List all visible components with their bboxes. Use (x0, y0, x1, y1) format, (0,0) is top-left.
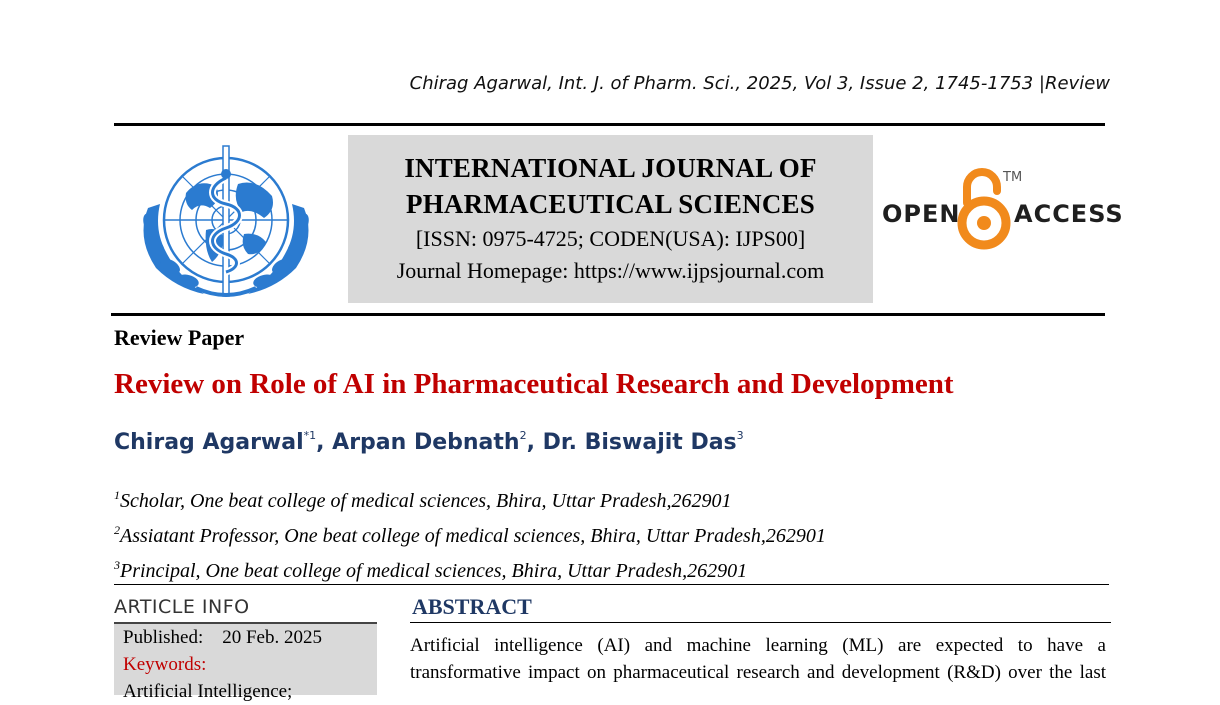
affiliation-item (114, 481, 826, 516)
journal-masthead (348, 135, 873, 303)
author-separator: , (526, 430, 543, 455)
author-list (114, 429, 744, 455)
affiliation-number: 1 (114, 488, 120, 502)
abstract-rule (410, 622, 1111, 623)
abstract-line: Artificial intelligence (AI) and machine learning (ML) are expected to have a (410, 635, 1106, 656)
header-rule-bottom (111, 313, 1105, 316)
affiliation-number: 3 (114, 558, 120, 572)
open-access-trademark: TM (1003, 170, 1023, 185)
author-name: Arpan Debnath (332, 430, 520, 455)
journal-name-line2: PHARMACEUTICAL SCIENCES (406, 189, 815, 219)
published-label: Published: (123, 627, 204, 648)
affiliation-text: Principal, One beat college of medical sciences, Bhira, Uttar Pradesh,262901 (120, 560, 748, 582)
who-emblem-icon (126, 138, 326, 308)
abstract-line: transformative impact on pharmaceutical research and development (R&D) over the last (410, 662, 1106, 683)
journal-issn: [ISSN: 0975-4725; CODEN(USA): IJPS00] (415, 226, 806, 251)
open-access-access-text: ACCESS (1014, 200, 1124, 228)
affiliation-item (114, 516, 826, 551)
abstract-heading: ABSTRACT (412, 594, 532, 619)
running-head: Chirag Agarwal, Int. J. of Pharm. Sci., 2025, Vol 3, Issue 2, 1745-1753 |Review (409, 73, 1110, 94)
header-rule-top (114, 123, 1105, 126)
author-marker: *1 (303, 429, 317, 442)
article-info-heading: ARTICLE INFO (114, 596, 250, 618)
author-marker: 2 (519, 429, 527, 442)
author-name: Dr. Biswajit Das (542, 430, 737, 455)
affiliation-item (114, 551, 826, 586)
author-marker: 3 (736, 429, 744, 442)
affiliation-number: 2 (114, 523, 120, 537)
affiliation-list (114, 481, 826, 586)
published-row (123, 624, 377, 651)
article-info-box (114, 624, 377, 702)
journal-homepage: Journal Homepage: https://www.ijpsjournal.com (396, 258, 825, 283)
paper-type: Review Paper (114, 325, 245, 350)
keyword-item: Artificial Intelligence; (123, 681, 293, 702)
affiliation-text: Assiatant Professor, One beat college of medical sciences, Bhira, Uttar Pradesh,262901 (120, 525, 826, 547)
abstract-text (410, 632, 1106, 686)
published-date: 20 Feb. 2025 (222, 627, 322, 648)
journal-name-line1: INTERNATIONAL JOURNAL OF (404, 153, 817, 183)
author-separator: , (316, 430, 333, 455)
section-divider (114, 584, 1109, 585)
author-name: Chirag Agarwal (114, 430, 304, 455)
paper-title: Review on Role of AI in Pharmaceutical Research and Development (114, 368, 954, 400)
keywords-label: Keywords: (123, 654, 207, 675)
affiliation-text: Scholar, One beat college of medical sciences, Bhira, Uttar Pradesh,262901 (120, 490, 732, 512)
open-access-open-text: OPEN (882, 200, 961, 228)
